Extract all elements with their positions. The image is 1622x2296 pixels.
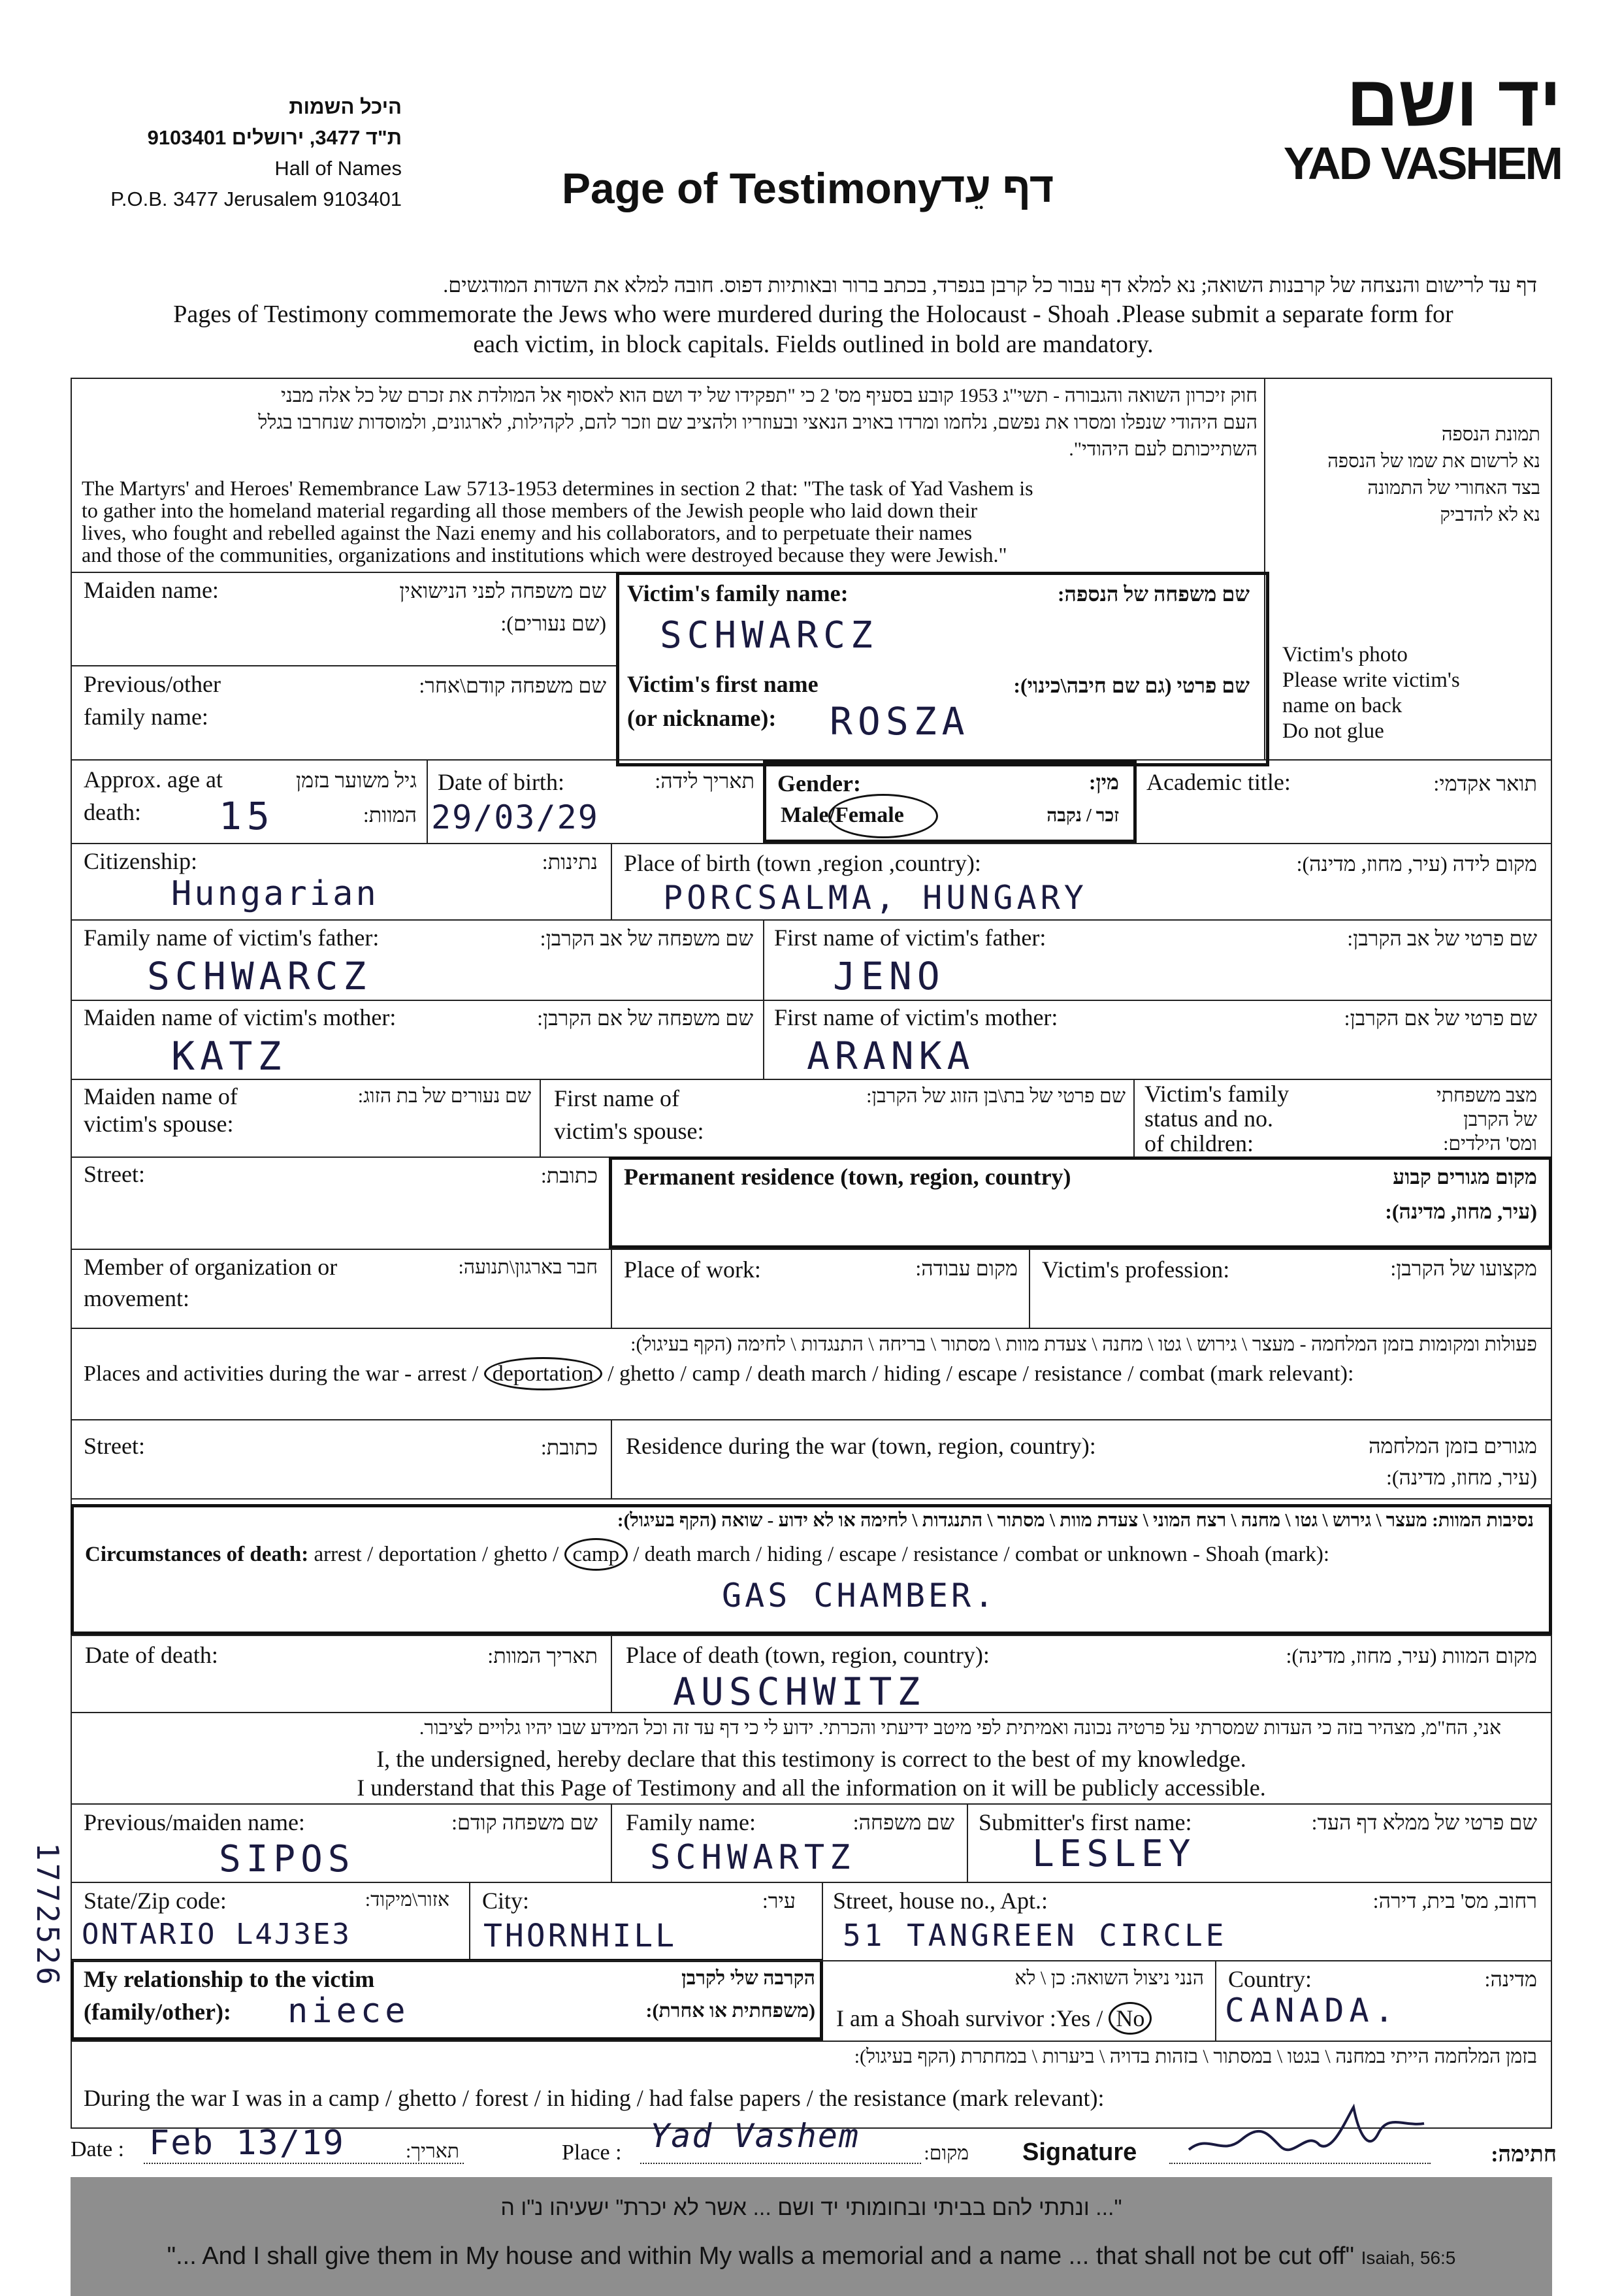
gender-label: Gender: [777, 770, 861, 796]
dob-heb: תאריך לידה: [655, 769, 754, 793]
address-en-2: P.O.B. 3477 Jerusalem 9103401 [110, 188, 402, 210]
spouse-maiden-heb: שם נעורים של בת הזוג: [357, 1085, 531, 1107]
family-name-heb: שם משפחה של הנספה: [1057, 582, 1250, 606]
war-residence-label: Residence during the war (town, region, country): [626, 1433, 1096, 1459]
intro-en-2: each victim, in block capitals. Fields outlined in bold are mandatory. [473, 331, 1154, 358]
father-family-value[interactable]: SCHWARCZ [147, 954, 372, 998]
sub-street-label: Street, house no., Apt.: [833, 1888, 1048, 1914]
signature-heb: חתימה: [1491, 2142, 1557, 2167]
country-heb: מדינה: [1484, 1967, 1537, 1991]
quote-band [71, 2177, 1552, 2296]
birth-place-label: Place of birth (town ,region ,country): [624, 850, 981, 876]
survivor-label: I am a Shoah survivor :Yes / [836, 2005, 1103, 2031]
date-label: Date : [71, 2137, 125, 2161]
place-heb: מקום: [924, 2142, 969, 2164]
member-heb: חבר בארגון\תנועה: [458, 1256, 598, 1278]
first-name-label: Victim's first name [627, 671, 819, 697]
death-place-value[interactable]: AUSCHWITZ [673, 1669, 926, 1714]
photo-en-1: Victim's photo [1282, 643, 1408, 666]
age-heb-2: המוות: [363, 803, 417, 827]
spouse-maiden-label: Maiden name of [84, 1083, 238, 1109]
spouse-maiden-label-2: victim's spouse: [84, 1111, 234, 1137]
law-en-3: lives, who fought and rebelled against the Nazi enemy and his collaborators, and to perpetuate their names [82, 521, 973, 544]
female-circle [828, 794, 938, 838]
date-heb: תאריך: [406, 2140, 459, 2162]
sub-war-heb: בזמן המלחמה הייתי במחנה \ בגטו \ במסתור \ בזהות בדויה \ ביערות \ במחתרת (הקף בעיגול): [854, 2046, 1537, 2067]
family-status-1: Victim's family [1144, 1081, 1289, 1107]
age-label-2: death: [84, 799, 141, 825]
permanent-residence-heb: מקום מגורים קבוע [1393, 1165, 1537, 1189]
citizenship-heb: נתינות: [542, 850, 598, 874]
form-title: Page of Testimony [562, 164, 942, 212]
relationship-value[interactable]: niece [287, 1992, 410, 2031]
law-en-4: and those of the communities, organizations and institutions which were destroyed because they were Jewish." [82, 543, 1007, 566]
birth-place-value[interactable]: PORCSALMA, HUNGARY [663, 879, 1088, 917]
photo-heb-2: נא לרשום את שמו של הנספה [1327, 451, 1540, 472]
mother-maiden-label: Maiden name of victim's mother: [84, 1004, 397, 1030]
law-en-2: to gather into the homeland material regarding all those members of the Jewish people who laid down their [82, 499, 978, 522]
work-heb: מקום עבודה: [915, 1256, 1018, 1280]
address-heb-2: ת"ד 3477, ירושלים 9103401 [147, 126, 402, 149]
logo-heb: יד ושם [1346, 61, 1561, 141]
date-value[interactable]: Feb 13/19 [149, 2124, 345, 2163]
family-status-heb-1: מצב משפחתי [1436, 1085, 1537, 1106]
dob-value[interactable]: 29/03/29 [431, 798, 599, 836]
declaration-en-1: I, the undersigned, hereby declare that this testimony is correct to the best of my knowledge. [376, 1746, 1246, 1772]
law-heb-1: חוק זיכרון השואה והגבורה - תשי"ג 1953 קובע בסעיף מס' 2 כי "תפקידו של יד ושם הוא לאסוף אל המולדת את זכרם של כל אלה מבני [281, 385, 1257, 406]
death-date-heb: תאריך המוות: [487, 1644, 598, 1667]
permanent-residence-heb-2: (עיר, מחוז, מדינה): [1385, 1200, 1537, 1223]
death-date-label: Date of death: [85, 1642, 218, 1668]
family-name-label: Victim's family name: [627, 580, 849, 606]
profession-heb: מקצועו של הקרבן: [1390, 1256, 1537, 1280]
age-label: Approx. age at [84, 766, 223, 793]
sub-first-label: Submitter's first name: [979, 1809, 1192, 1835]
father-first-heb: שם פרטי של אב הקרבן: [1347, 927, 1537, 950]
sub-prev-name-value[interactable]: SIPOS [219, 1838, 355, 1880]
law-heb-3: השתייכותם לעם היהודי". [1069, 438, 1257, 460]
member-label-2: movement: [84, 1285, 189, 1311]
street-label: Street: [84, 1161, 145, 1187]
war-residence-heb: מגורים בזמן המלחמה [1369, 1434, 1537, 1458]
survivor-no-circled[interactable]: No [1109, 2002, 1152, 2035]
death-place-heb: מקום המוות (עיר, מחוז, מדינה): [1286, 1644, 1537, 1667]
sub-state-value[interactable]: ONTARIO L4J3E3 [82, 1918, 351, 1951]
photo-en-2: Please write victim's [1282, 668, 1460, 692]
citizenship-label: Citizenship: [84, 848, 197, 874]
profession-label: Victim's profession: [1042, 1256, 1230, 1283]
photo-heb-1: תמונת הנספה [1441, 424, 1540, 445]
maiden-name-label: Maiden name: [84, 577, 219, 603]
age-heb: גיל משוער בזמן [295, 768, 417, 792]
family-name-value[interactable]: SCHWARCZ [660, 614, 878, 657]
academic-label: Academic title: [1146, 769, 1291, 795]
activities-en-pre: Places and activities during the war - arrest / [84, 1362, 479, 1386]
gender-options: Male/Female [781, 803, 904, 827]
gender-options-heb: זכר / נקבה [1046, 806, 1119, 826]
gender-heb: מין: [1088, 770, 1119, 794]
relationship-heb: הקרבה שלי לקרבן [681, 1967, 815, 1989]
yad-vashem-logo [1274, 61, 1561, 216]
place-value[interactable]: Yad Vashem [650, 2117, 860, 2155]
mother-first-label: First name of victim's mother: [774, 1004, 1058, 1030]
sub-city-heb: עיר: [762, 1889, 796, 1912]
sub-street-value[interactable]: 51 TANGREEN CIRCLE [843, 1918, 1227, 1953]
sub-street-heb: רחוב, מס' בית, דירה: [1372, 1889, 1537, 1912]
form-title-heb: דף עֵד [941, 164, 1054, 211]
activities-en-post: / ghetto / camp / death march / hiding / escape / resistance / combat (mark relevant): [608, 1362, 1354, 1386]
mother-maiden-heb: שם משפחה של אם הקרבן: [537, 1006, 753, 1030]
spouse-first-label: First name of [554, 1085, 679, 1111]
relationship-heb-2: (משפחתית או אחרת): [645, 2000, 815, 2022]
war-residence-heb-2: (עיר, מחוז, מדינה): [1386, 1466, 1537, 1489]
signature-scribble [1182, 2094, 1431, 2166]
first-name-heb: שם פרטי (גם שם חיבה\כינוי): [1013, 674, 1250, 697]
sub-first-heb: שם פרטי של ממלא דף העד: [1311, 1811, 1537, 1834]
relationship-label: My relationship to the victim [84, 1966, 375, 1992]
signature-label: Signature [1022, 2139, 1137, 2166]
war-street-label: Street: [84, 1433, 145, 1459]
mother-first-value[interactable]: ARANKA [807, 1034, 975, 1078]
age-value[interactable]: 15 [219, 794, 275, 838]
country-value[interactable]: CANADA. [1225, 1992, 1399, 2029]
margin-note: 1772526 [30, 1843, 65, 1988]
family-status-3: of children: [1144, 1130, 1254, 1156]
address-heb-1: היכל השמות [289, 95, 402, 118]
circumstances-label: Circumstances of death: [85, 1543, 309, 1566]
country-label: Country: [1228, 1966, 1312, 1992]
war-street-heb: כתובת: [540, 1435, 598, 1459]
family-status-heb-2: של הקרבן [1463, 1109, 1537, 1130]
sub-war-en: During the war I was in a camp / ghetto / forest / in hiding / had false papers / the resistance (mark relevant): [84, 2085, 1105, 2111]
sub-prev-name-heb: שם משפחה קודם: [451, 1811, 598, 1834]
permanent-residence-label: Permanent residence (town, region, country) [624, 1164, 1071, 1190]
circumstances-heb: נסיבות המוות: מעצר \ גירוש \ גטו \ מחנה \ רצח המוני \ צעדת מוות \ מסתור \ התנגדות \ לחימה או לא ידוע - שואה (הקף בעיגול): [617, 1510, 1534, 1531]
sub-state-heb: אזור\מיקוד: [365, 1889, 449, 1911]
spouse-first-label-2: victim's spouse: [554, 1118, 704, 1144]
sub-family-label: Family name: [626, 1809, 756, 1835]
previous-family-label: Previous/other [84, 671, 221, 697]
address-en-1: Hall of Names [274, 157, 402, 180]
photo-en-4: Do not glue [1282, 719, 1384, 743]
maiden-name-heb: שם משפחה לפני הנישואין [399, 579, 606, 602]
dob-label: Date of birth: [438, 769, 564, 795]
death-place-label: Place of death (town, region, country): [626, 1642, 990, 1668]
activities-en-circled[interactable]: deportation [484, 1357, 602, 1390]
sub-first-value[interactable]: LESLEY [1032, 1833, 1196, 1875]
spouse-first-heb: שם פרטי של בת\בן הזוג של הקרבן: [866, 1085, 1126, 1107]
sub-family-heb: שם משפחה: [852, 1811, 954, 1834]
declaration-heb: אני, הח"מ, מצהיר בזה כי העדות שמסרתי על פרטיה נכונה ואמיתית לפי מיטב ידיעתי והכרתי. ידוע לי כי דף עד זה וכל המידע שבו יהיו גלויים לציבור. [419, 1717, 1501, 1739]
first-name-label-2: (or nickname): [627, 705, 777, 731]
work-label: Place of work: [624, 1256, 761, 1283]
sub-prev-name-label: Previous/maiden name: [84, 1809, 305, 1835]
street-heb: כתובת: [540, 1164, 598, 1187]
citizenship-value[interactable]: Hungarian [171, 874, 379, 913]
sub-family-value[interactable]: SCHWARTZ [650, 1838, 856, 1877]
declaration-en-2: I understand that this Page of Testimony and all the information on it will be publicly accessible. [357, 1775, 1266, 1801]
circumstances-circled[interactable]: camp [564, 1538, 628, 1571]
father-first-value[interactable]: JENO [833, 954, 945, 998]
quote-heb: "... ונתתי להם בביתי ובחומותי יד ושם ... אשר לא יכרת" ישעיהו נ"ו ה [500, 2195, 1122, 2220]
survivor-heb: הנני ניצול השואה: כן \ לא [1014, 1967, 1204, 1989]
previous-family-label-2: family name: [84, 704, 208, 730]
relationship-label-2: (family/other): [84, 1999, 231, 2025]
family-status-2: status and no. [1144, 1106, 1273, 1132]
photo-heb-3: בצד האחורי של התמונה [1367, 478, 1540, 499]
logo-en: YAD VASHEM [1283, 138, 1561, 189]
father-family-heb: שם משפחה של אב הקרבן: [540, 927, 753, 950]
academic-heb: תואר אקדמי: [1433, 772, 1537, 795]
father-family-label: Family name of victim's father: [84, 925, 380, 951]
photo-heb-4: נא לא להדביק [1440, 504, 1540, 525]
quote-ref: Isaiah, 56:5 [1361, 2248, 1456, 2268]
mother-maiden-value[interactable]: KATZ [171, 1034, 287, 1079]
intro-en-1: Pages of Testimony commemorate the Jews who were murdered during the Holocaust - Shoah .Please submit a separate form for [173, 301, 1453, 328]
circumstances-post: / death march / hiding / escape / resistance / combat or unknown - Shoah (mark): [633, 1543, 1329, 1566]
mother-first-heb: שם פרטי של אם הקרבן: [1344, 1006, 1537, 1030]
law-heb-2: העם היהודי שנפלו ומסרו את נפשם, נלחמו ומרדו באויב הנאצי ובעוזריו ולהציב שם וזכר להם, לקהילות, לארגונים, ולמוסדות שנחרבו בגלל [258, 412, 1257, 433]
maiden-name-heb2: (שם נעורים): [500, 612, 606, 635]
member-label: Member of organization or [84, 1254, 338, 1280]
photo-en-3: name on back [1282, 694, 1403, 717]
birth-place-heb: מקום לידה (עיר, מחוז, מדינה): [1296, 852, 1537, 876]
law-en-1: The Martyrs' and Heroes' Remembrance Law 5713-1953 determines in section 2 that: "The task of Yad Vashem is [82, 476, 1033, 500]
father-first-label: First name of victim's father: [774, 925, 1046, 951]
sub-city-value[interactable]: THORNHILL [483, 1918, 677, 1954]
intro-heb: דף עד לרישום והנצחה של קרבנות השואה; נא למלא דף עבור כל קרבן בנפרד, בכתב ברור ובאותיות דפוס. חובה למלא את השדות המודגשים. [443, 273, 1537, 297]
circumstances-value[interactable]: GAS CHAMBER. [722, 1577, 998, 1615]
circumstances-pre: arrest / deportation / ghetto / [314, 1543, 559, 1566]
sub-city-label: City: [482, 1888, 530, 1914]
first-name-value[interactable]: ROSZA [830, 699, 970, 744]
activities-heb: פעולות ומקומות בזמן המלחמה - מעצר \ גירוש \ גטו \ מחנה \ צעדת מוות \ מסתור \ בריחה \ התנגדות \ לחימה (הקף בעיגול): [630, 1334, 1537, 1355]
place-label: Place : [562, 2140, 622, 2165]
family-status-heb-3: ומס' הילדים: [1443, 1133, 1537, 1155]
quote-en: "... And I shall give them in My house and within My walls a memorial and a name ... that shall not be cut off" [167, 2242, 1355, 2270]
previous-family-heb: שם משפחה קודם\אחר: [419, 674, 606, 697]
sub-state-label: State/Zip code: [84, 1888, 227, 1914]
